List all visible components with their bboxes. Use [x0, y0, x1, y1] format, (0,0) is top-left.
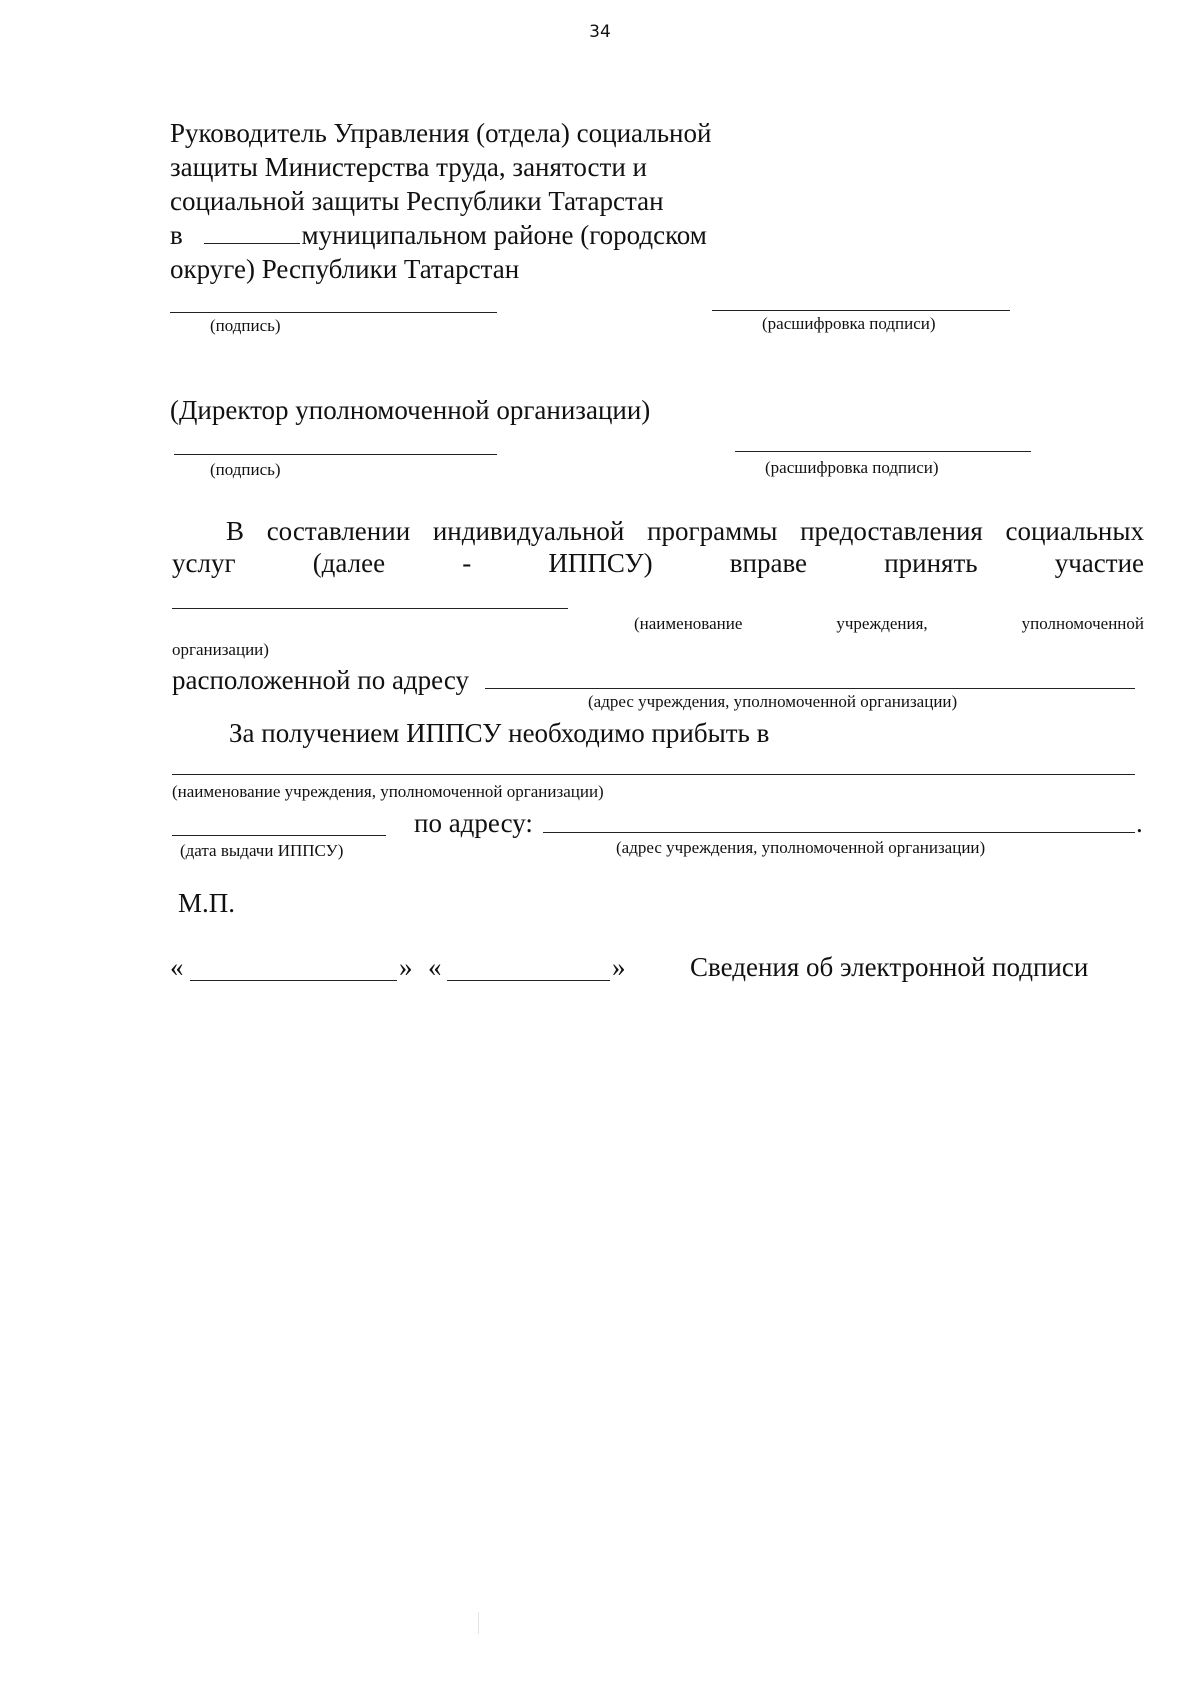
word: предоставления: [800, 516, 983, 546]
word: участие: [1054, 548, 1144, 578]
address-caption-1: (адрес учреждения, уполномоченной организации): [588, 692, 958, 711]
located-label: расположенной по адресу: [172, 665, 469, 695]
decode-caption-1: (расшифровка подписи): [762, 314, 936, 333]
head-line-4-suffix: муниципальном районе (городском: [301, 220, 707, 250]
quote-close-2: »: [612, 952, 626, 982]
word: индивидуальной: [432, 516, 625, 546]
paragraph-line-2: [172, 546, 1144, 580]
word: (далее: [312, 548, 386, 578]
head-line-5: округе) Республики Татарстан: [170, 254, 520, 284]
word: принять: [884, 548, 978, 578]
date-line: [172, 835, 386, 836]
signature-caption-1: (подпись): [210, 316, 281, 335]
word: составлении: [266, 516, 411, 546]
decode-line-1: [712, 310, 1010, 311]
head-line-3: социальной защиты Республики Татарстан: [170, 186, 664, 216]
address-period: .: [1136, 808, 1143, 838]
signature-line-1: [170, 312, 497, 313]
caption-word: учреждения,: [836, 614, 928, 633]
quote-open-2: «: [428, 952, 442, 982]
signature-caption-2: (подпись): [210, 460, 281, 479]
head-line-4: [170, 218, 790, 252]
word: В: [226, 516, 245, 546]
scan-artifact: [478, 1612, 479, 1634]
head-line-2: защиты Министерства труда, занятости и: [170, 152, 647, 182]
word: вправе: [729, 548, 808, 578]
head-block: [170, 116, 790, 286]
receive-text: За получением ИППСУ необходимо прибыть в: [229, 718, 770, 748]
address-line-2: [543, 832, 1135, 833]
district-blank: [204, 221, 300, 244]
organization-caption-cont: организации): [172, 640, 269, 659]
electronic-signature-info: Сведения об электронной подписи: [690, 952, 1089, 982]
word: ИППСУ): [548, 548, 653, 578]
paragraph-line-1: [226, 514, 1144, 548]
organization-name-line: [172, 608, 568, 609]
word: -: [462, 548, 472, 578]
quote-open-1: «: [170, 952, 184, 982]
date-day-line: [190, 980, 397, 981]
caption-word: уполномоченной: [1021, 614, 1144, 633]
decode-line-2: [735, 451, 1031, 452]
address-caption-2: (адрес учреждения, уполномоченной организации): [616, 838, 986, 857]
quote-close-1: »: [399, 952, 413, 982]
word: услуг: [172, 548, 236, 578]
director-title: (Директор уполномоченной организации): [170, 395, 651, 425]
stamp-label: М.П.: [178, 888, 236, 918]
word: социальных: [1005, 516, 1144, 546]
page-number: 34: [589, 22, 611, 42]
address-line-1: [485, 688, 1135, 689]
head-line-1: Руководитель Управления (отдела) социальной: [170, 118, 712, 148]
by-address-label: по адресу:: [414, 808, 533, 838]
decode-caption-2: (расшифровка подписи): [765, 458, 939, 477]
institution-caption: (наименование учреждения, уполномоченной организации): [172, 782, 604, 801]
institution-line: [172, 774, 1135, 775]
date-caption: (дата выдачи ИППСУ): [180, 841, 344, 860]
head-line-4-prefix: в: [170, 220, 183, 250]
organization-caption-row: [634, 614, 1144, 634]
signature-line-2: [174, 454, 497, 455]
word: программы: [647, 516, 778, 546]
caption-word: (наименование: [634, 614, 743, 633]
date-month-line: [447, 980, 610, 981]
